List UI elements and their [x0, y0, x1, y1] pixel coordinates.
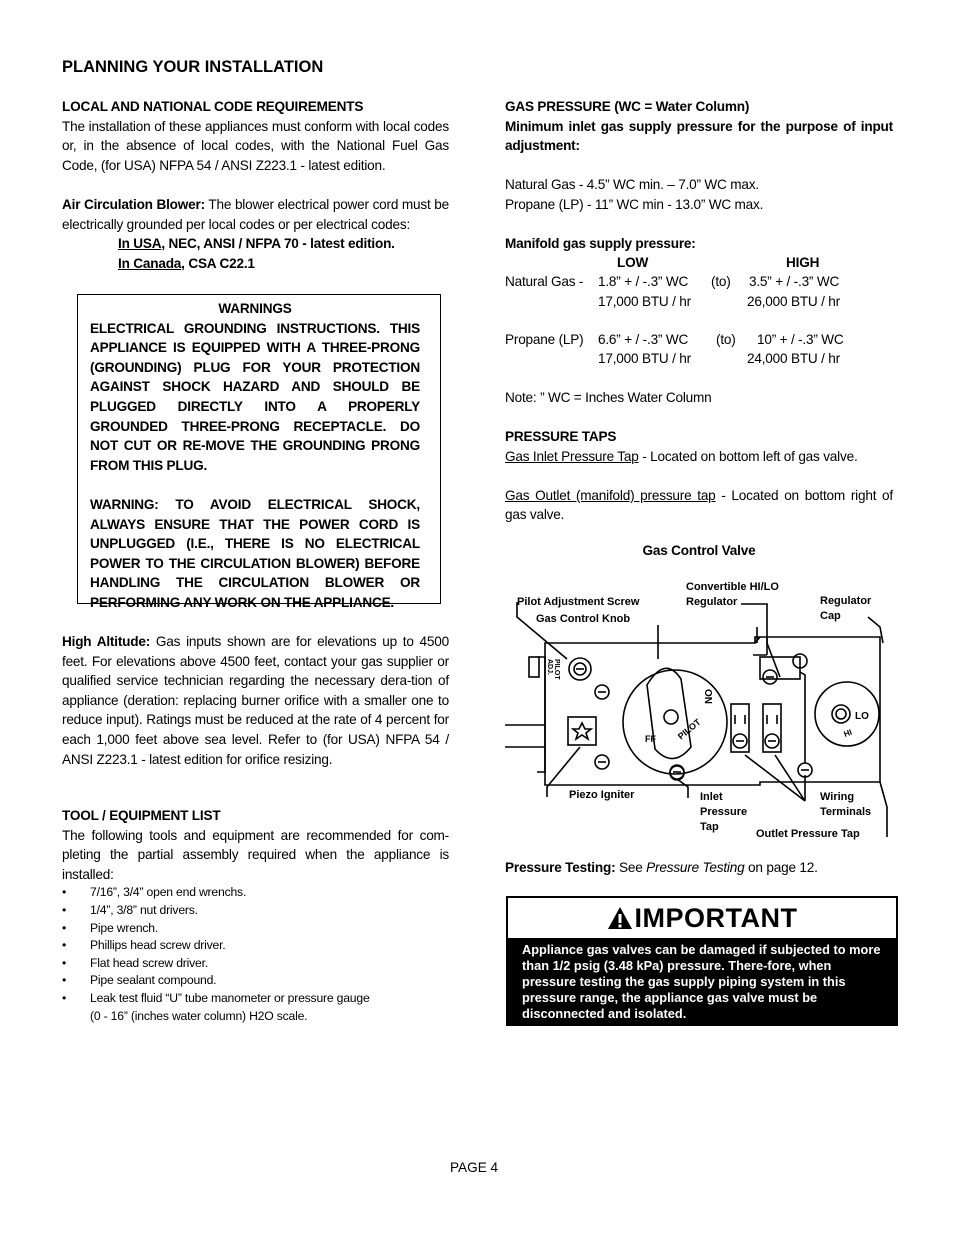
- natural-high-value: 3.5” + / -.3” WC: [749, 274, 840, 289]
- label-wiring-2: Terminals: [820, 806, 872, 818]
- high-altitude-label: High Altitude:: [62, 634, 151, 649]
- tools-heading: TOOL / EQUIPMENT LIST: [62, 808, 221, 823]
- label-gas-control-knob: Gas Control Knob: [536, 613, 631, 625]
- col-high-header: HIGH: [786, 255, 820, 270]
- label-regulator: Regulator: [686, 596, 738, 608]
- air-circulation-label: Air Circulation Blower:: [62, 196, 205, 212]
- label-piezo-igniter: Piezo Igniter: [569, 789, 635, 801]
- list-item: • 1/4”, 3/8” nut drivers.: [62, 902, 449, 920]
- pilot-adj-label-2: ADJ.: [546, 659, 553, 675]
- pressure-testing-label: Pressure Testing:: [505, 860, 616, 875]
- tools-list: [62, 884, 449, 1025]
- regulator-hi-label: HI: [842, 727, 854, 739]
- propane-high-btu: 24,000 BTU / hr: [747, 351, 840, 366]
- pressure-testing-see: See: [615, 860, 647, 875]
- important-text: Appliance gas valves can be damaged if subjected to more than 1/2 psig (3.48 kPa) pressure. There-fore, when pressure testing the gas supply piping system in this pressure range, the appliance gas valve must be disconnected and isolated.: [508, 938, 896, 1024]
- warning-grounding: ELECTRICAL GROUNDING INSTRUCTIONS. THIS APPLIANCE IS EQUIPPED WITH A THREE-PRONG (GROUNDING) PLUG FOR YOUR PROTECTION AGAINST SHOCK HAZARD AND SHOULD BE PLUGGED DIRECTLY INTO A PROPERLY GROUNDED THREE-PRONG RECEPTACLE. DO NOT CUT OR RE-MOVE THE GROUNDING PRONG FROM THIS PLUG.: [90, 320, 420, 473]
- important-title: IMPORTANT: [634, 902, 798, 933]
- label-inlet-2: Pressure: [700, 806, 748, 818]
- label-inlet-1: Inlet: [700, 791, 723, 803]
- propane-low-btu: 17,000 BTU / hr: [598, 351, 691, 366]
- propane-low-value: 6.6” + / -.3” WC: [598, 332, 689, 347]
- pressure-testing-ref: Pressure Testing: [646, 860, 745, 875]
- inlet-tap-line: [505, 447, 893, 467]
- label-outlet-pressure-tap: Outlet Pressure Tap: [756, 828, 860, 840]
- gas-control-valve-diagram: [505, 577, 895, 847]
- tools-section: [62, 806, 449, 1025]
- label-regulator-cap-1: Regulator: [820, 595, 872, 607]
- outlet-tap-line: [505, 486, 893, 525]
- pressure-taps-section: [505, 427, 893, 525]
- list-item: • Leak test fluid “U” tube manometer or pressure gauge: [62, 990, 449, 1008]
- important-header: [508, 898, 896, 938]
- list-item: • Pipe sealant compound.: [62, 972, 449, 990]
- wc-note: Note: ” WC = Inches Water Column: [505, 390, 712, 405]
- knob-off-label: FF: [645, 734, 656, 744]
- air-circulation-text: The blower electrical power cord must be electrically grounded per local codes or per electrical codes:: [62, 196, 449, 232]
- gas-pressure-heading: GAS PRESSURE (WC = Water Column): [505, 99, 750, 114]
- knob-on-label: ON: [702, 689, 713, 704]
- regulator-lo-label: LO: [855, 711, 869, 722]
- pressure-taps-heading: PRESSURE TAPS: [505, 429, 617, 444]
- natural-low-btu: 17,000 BTU / hr: [598, 294, 691, 309]
- high-altitude-text: Gas inputs shown are for elevations up to 4500 feet. For elevations above 4500 feet, contact your gas supplier or qualified service technician regarding the necessary dera-tion of appliance (deration: replacing burner orifice with a smaller one to reduce input). Ratings must be reduced at the rate of 4 percent for each 1,000 feet above sea level. Refer to (for USA) NFPA 54 / ANSI Z223.1 - latest edition for orifice resizing.: [62, 634, 449, 767]
- natural-inlet-line: Natural Gas - 4.5” WC min. – 7.0” WC max.: [505, 177, 759, 193]
- propane-inlet-line: Propane (LP) - 11” WC min - 13.0” WC max.: [505, 196, 764, 212]
- pilot-adj-label-1: PILOT: [553, 659, 560, 680]
- canada-code-text: , CSA C22.1: [181, 255, 255, 271]
- label-pilot-adjustment-screw: Pilot Adjustment Screw: [517, 596, 640, 608]
- pressure-testing-line: [505, 858, 818, 878]
- tools-intro: The following tools and equipment are recommended for com-pleting the partial assembly required when the appliance is installed:: [62, 827, 449, 882]
- warnings-title: WARNINGS: [218, 301, 292, 316]
- page-number: PAGE 4: [450, 1160, 499, 1175]
- canada-code-line: [62, 254, 449, 274]
- canada-link: In Canada: [118, 255, 182, 271]
- pressure-testing-page: on page 12.: [744, 860, 818, 875]
- label-convertible: Convertible HI/LO: [686, 581, 779, 593]
- usa-link: In USA: [118, 236, 162, 252]
- label-regulator-cap-2: Cap: [820, 610, 841, 622]
- propane-label: Propane (LP): [505, 332, 584, 347]
- usa-code-text: , NEC, ANSI / NFPA 70 - latest edition.: [161, 236, 395, 252]
- page-title: PLANNING YOUR INSTALLATION: [62, 58, 324, 76]
- outlet-tap-link: Gas Outlet (manifold) pressure tap: [505, 487, 716, 503]
- manifold-heading: Manifold gas supply pressure:: [505, 236, 696, 252]
- right-column: [505, 97, 893, 254]
- warnings-box: [77, 294, 441, 610]
- label-inlet-3: Tap: [700, 821, 719, 833]
- local-code-text: The installation of these appliances must conform with local codes or, in the absence of local codes, with the National Fuel Gas Code, (for USA) NFPA 54 / ANSI Z223.1 - latest edition.: [62, 118, 449, 173]
- important-box: [506, 896, 898, 1026]
- natural-high-btu: 26,000 BTU / hr: [747, 294, 840, 309]
- list-item: • Phillips head screw driver.: [62, 937, 449, 955]
- propane-to: (to): [716, 332, 736, 347]
- local-code-heading: LOCAL AND NATIONAL CODE REQUIREMENTS: [62, 99, 364, 114]
- air-circulation-paragraph: [62, 195, 449, 234]
- natural-to: (to): [711, 274, 731, 289]
- list-item: • Pipe wrench.: [62, 920, 449, 938]
- usa-code-line: [62, 234, 449, 254]
- propane-high-value: 10” + / -.3” WC: [757, 332, 844, 347]
- warning-shock: WARNING: TO AVOID ELECTRICAL SHOCK, ALWAYS ENSURE THAT THE POWER CORD IS UNPLUGGED (I.E., THERE IS NO ELECTRICAL POWER TO THE CIRCULATION BLOWER) BEFORE HANDLING THE CIRCULATION BLOWER OR PERFORMING ANY WORK ON THE APPLIANCE.: [90, 496, 420, 610]
- warning-triangle-icon: [607, 906, 633, 930]
- list-item: (0 - 16” (inches water column) H2O scale.: [90, 1008, 308, 1023]
- gas-pressure-subheading: Minimum inlet gas supply pressure for the purpose of input adjustment:: [505, 118, 893, 154]
- valve-diagram-title: Gas Control Valve: [642, 543, 756, 558]
- list-item: • Flat head screw driver.: [62, 955, 449, 973]
- natural-gas-label: Natural Gas -: [505, 274, 584, 289]
- natural-low-value: 1.8” + / -.3” WC: [598, 274, 689, 289]
- high-altitude-paragraph: [62, 632, 449, 769]
- inlet-tap-text: - Located on bottom left of gas valve.: [638, 448, 858, 464]
- label-wiring-1: Wiring: [820, 791, 855, 803]
- outlet-tap-text: - Located on bottom right of gas valve.: [505, 487, 893, 523]
- knob-pilot-label: PILOT: [675, 716, 703, 742]
- left-column: [62, 97, 449, 273]
- col-low-header: LOW: [617, 255, 649, 270]
- list-item: • 7/16”, 3/4” open end wrenchs.: [62, 884, 449, 902]
- inlet-tap-link: Gas Inlet Pressure Tap: [505, 448, 639, 464]
